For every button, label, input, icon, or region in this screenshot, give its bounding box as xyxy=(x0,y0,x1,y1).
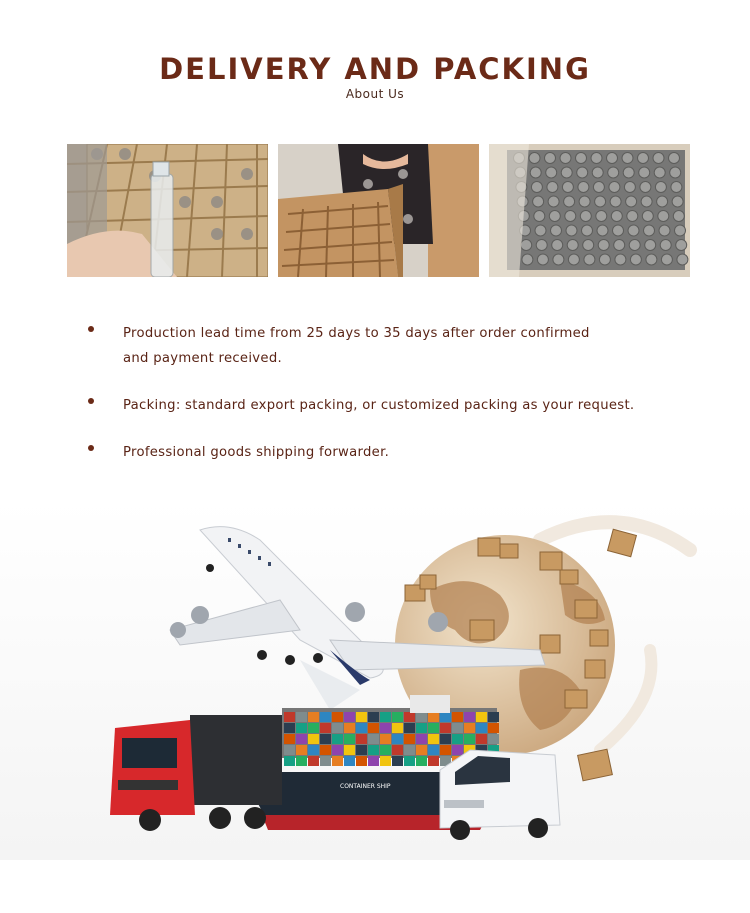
bullet-text: Packing: standard export packing, or customized packing as your request. xyxy=(123,398,635,413)
glass-vial-in-hand-photo xyxy=(67,144,268,277)
bullet-text: Professional goods shipping forwarder. xyxy=(123,445,390,460)
page-subtitle: About Us xyxy=(345,87,405,101)
carton-grid-box-photo xyxy=(278,144,479,277)
page-title: DELIVERY AND PACKING xyxy=(159,52,591,86)
bullet-text: and payment received. xyxy=(123,351,282,366)
bullet-dot xyxy=(88,398,94,404)
bullet-text: Production lead time from 25 days to 35 days after order confirmed xyxy=(123,326,590,341)
packed-bottle-caps-photo xyxy=(489,144,690,277)
ship-label: CONTAINER SHIP xyxy=(340,783,391,790)
bullet-dot xyxy=(88,445,94,451)
bullet-dot xyxy=(88,326,94,332)
logistics-illustration xyxy=(0,500,750,860)
van-icon xyxy=(440,750,560,840)
